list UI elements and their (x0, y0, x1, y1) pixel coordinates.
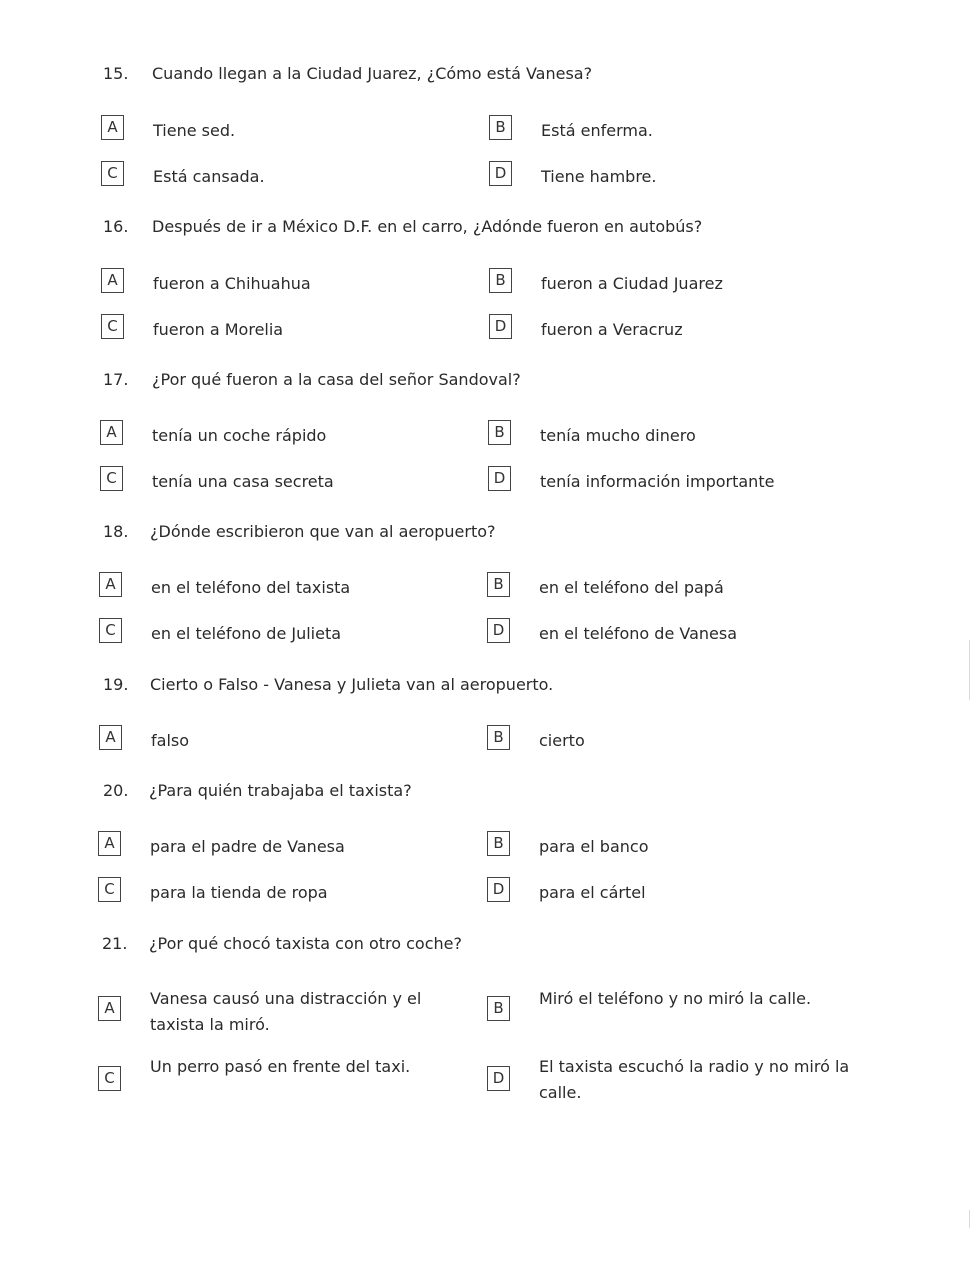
option-text: en el teléfono de Vanesa (539, 624, 738, 643)
option-letter-box[interactable]: C (101, 314, 124, 339)
option-text: Está enferma. (541, 121, 653, 140)
option-letter-box[interactable]: C (98, 877, 121, 902)
option-letter-box[interactable]: D (487, 1066, 510, 1091)
option-text: para el cártel (539, 883, 646, 902)
option-letter-box[interactable]: A (98, 996, 121, 1021)
option-text: Está cansada. (153, 167, 265, 186)
question-text: Cierto o Falso - Vanesa y Julieta van al aeropuerto. (150, 675, 554, 694)
option-text: tenía un coche rápido (152, 426, 327, 445)
option-letter-box[interactable]: D (487, 618, 510, 643)
option-letter-box[interactable]: A (99, 572, 122, 597)
option-letter-box[interactable]: C (101, 161, 124, 186)
option-text: fueron a Morelia (153, 320, 284, 339)
option-letter-box[interactable]: C (98, 1066, 121, 1091)
option-letter-box[interactable]: C (100, 466, 123, 491)
question-text: Cuando llegan a la Ciudad Juarez, ¿Cómo está Vanesa? (152, 64, 593, 83)
option-letter-box[interactable]: B (489, 115, 512, 140)
option-letter-box[interactable]: B (488, 420, 511, 445)
option-letter-box[interactable]: D (489, 314, 512, 339)
question-number: 16. (103, 217, 129, 236)
option-letter-box[interactable]: B (489, 268, 512, 293)
option-text: en el teléfono de Julieta (151, 624, 342, 643)
option-text: Un perro pasó en frente del taxi. (150, 1057, 411, 1076)
option-letter-box[interactable]: C (99, 618, 122, 643)
option-letter-box[interactable]: D (488, 466, 511, 491)
option-letter-box[interactable]: A (101, 268, 124, 293)
option-text: tenía una casa secreta (152, 472, 334, 491)
scan-artifact (969, 640, 970, 700)
option-text: fueron a Ciudad Juarez (541, 274, 723, 293)
option-letter-box[interactable]: D (487, 877, 510, 902)
question-text: ¿Para quién trabajaba el taxista? (149, 781, 412, 800)
question-text: Después de ir a México D.F. en el carro, ¿Adónde fueron en autobús? (152, 217, 703, 236)
option-text: en el teléfono del taxista (151, 578, 351, 597)
option-letter-box[interactable]: A (101, 115, 124, 140)
question-number: 18. (103, 522, 129, 541)
question-number: 21. (102, 934, 128, 953)
option-text: para el banco (539, 837, 649, 856)
question-number: 20. (103, 781, 129, 800)
option-text: en el teléfono del papá (539, 578, 724, 597)
option-text: El taxista escuchó la radio y no miró la calle. (539, 1057, 850, 1102)
option-text: falso (151, 731, 190, 750)
option-text: tenía mucho dinero (540, 426, 696, 445)
option-letter-box[interactable]: B (487, 725, 510, 750)
option-text: tenía información importante (540, 472, 775, 491)
option-letter-box[interactable]: A (99, 725, 122, 750)
option-text: Vanesa causó una distracción y el taxista la miró. (150, 989, 422, 1034)
option-text: para el padre de Vanesa (150, 837, 345, 856)
option-letter-box[interactable]: D (489, 161, 512, 186)
option-text: para la tienda de ropa (150, 883, 328, 902)
option-text: Miró el teléfono y no miró la calle. (539, 989, 812, 1008)
question-text: ¿Por qué fueron a la casa del señor Sandoval? (152, 370, 521, 389)
question-number: 17. (103, 370, 129, 389)
option-letter-box[interactable]: A (100, 420, 123, 445)
question-text: ¿Dónde escribieron que van al aeropuerto? (150, 522, 496, 541)
question-number: 19. (103, 675, 129, 694)
question-text: ¿Por qué chocó taxista con otro coche? (149, 934, 462, 953)
scan-artifact (969, 1210, 970, 1228)
option-text: fueron a Veracruz (541, 320, 683, 339)
option-text: Tiene sed. (153, 121, 236, 140)
option-text: Tiene hambre. (541, 167, 657, 186)
option-letter-box[interactable]: B (487, 831, 510, 856)
option-text: cierto (539, 731, 585, 750)
question-number: 15. (103, 64, 129, 83)
option-letter-box[interactable]: B (487, 996, 510, 1021)
option-text: fueron a Chihuahua (153, 274, 311, 293)
option-letter-box[interactable]: A (98, 831, 121, 856)
option-letter-box[interactable]: B (487, 572, 510, 597)
